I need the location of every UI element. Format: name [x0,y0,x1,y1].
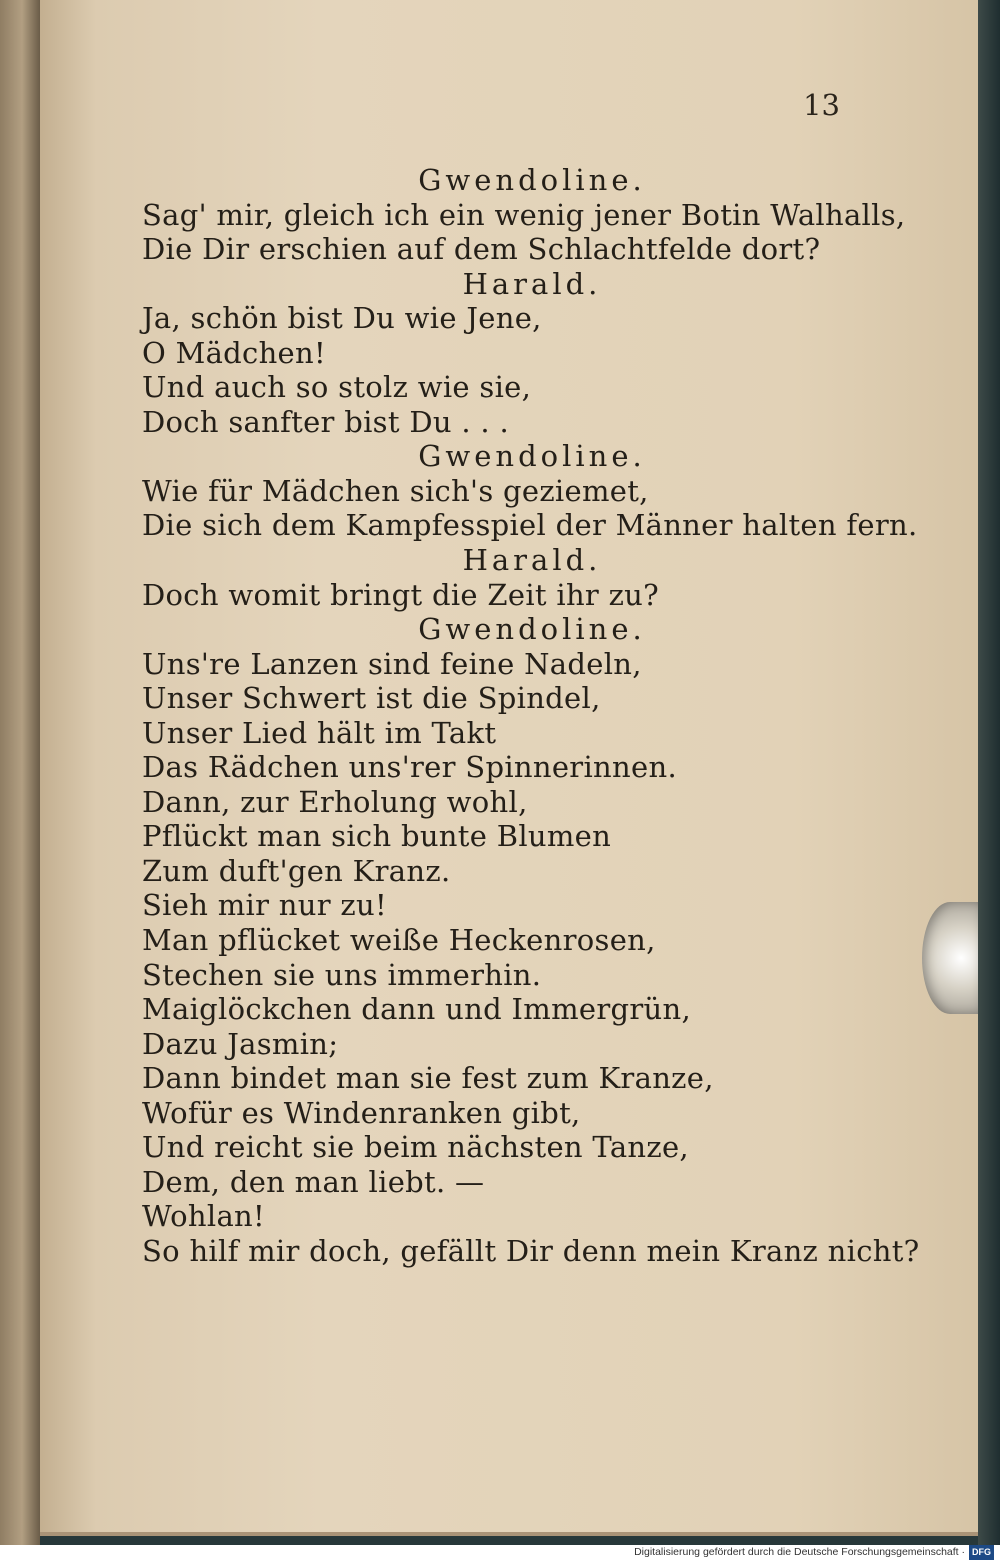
speaker-name: Gwendoline. [418,163,646,197]
speaker-name: Gwendoline. [418,439,646,474]
verse-line: Doch sanfter bist Du . . . [142,404,509,439]
page-number: 13 [803,88,840,122]
verse-line: Die sich dem Kampfesspiel der Männer halten fern. [142,508,918,543]
verse-line: Man pflücket weiße Heckenrosen, [142,923,656,958]
verse-line: Sag' mir, gleich ich ein wenig jener Botin Walhalls, [142,197,906,232]
thumb-tab-notch [922,902,978,1014]
poem-text [142,163,920,1269]
verse-line: Und reicht sie beim nächsten Tanze, [142,1130,689,1165]
verse-line: Die Dir erschien auf dem Schlachtfelde dort? [142,232,821,267]
previous-page-edge [0,0,40,1545]
verse-line: Und auch so stolz wie sie, [142,370,532,405]
verse-line: Dazu Jasmin; [142,1026,339,1061]
verse-line: Ja, schön bist Du wie Jene, [142,301,542,336]
footer-credit: Digitalisierung gefördert durch die Deutsche Forschungsgemeinschaft · [634,1546,965,1559]
verse-line: So hilf mir doch, gefällt Dir denn mein Kranz nicht? [142,1233,920,1268]
verse-line: Dem, den man liebt. — [142,1164,485,1199]
verse-line: Das Rädchen uns'rer Spinnerinnen. [142,750,677,785]
verse-line: Maiglöckchen dann und Immergrün, [142,992,691,1027]
verse-line: Sieh mir nur zu! [142,888,387,923]
verse-line: Stechen sie uns immerhin. [142,957,542,992]
speaker-name: Gwendoline. [418,612,646,647]
verse-line: Unser Lied hält im Takt [142,715,497,750]
verse-line: O Mädchen! [142,335,326,370]
book-cover-edge [978,0,1000,1545]
verse-line: Wofür es Windenranken gibt, [142,1095,581,1130]
speaker-name: Harald. [462,543,602,578]
verse-line: Dann, zur Erholung wohl, [142,784,528,819]
footer-bar [0,1545,1000,1560]
speaker-name: Harald. [462,266,602,301]
verse-line: Zum duft'gen Kranz. [142,853,451,888]
verse-line: Uns're Lanzen sind feine Nadeln, [142,646,642,681]
verse-line: Pflückt man sich bunte Blumen [142,819,612,854]
verse-line: Unser Schwert ist die Spindel, [142,681,601,716]
verse-line: Dann bindet man sie fest zum Kranze, [142,1061,714,1096]
verse-line: Wohlan! [142,1199,265,1234]
verse-line: Wie für Mädchen sich's geziemet, [142,473,649,508]
dfg-logo: DFG [969,1545,994,1560]
verse-line: Doch womit bringt die Zeit ihr zu? [142,577,660,612]
